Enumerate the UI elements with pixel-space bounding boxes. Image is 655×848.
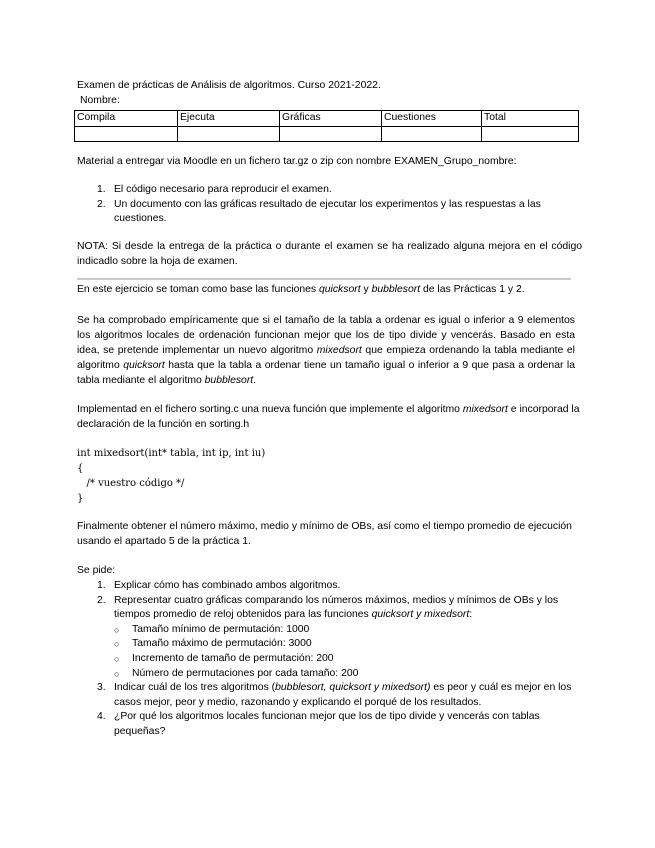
sub-list-item: ○ Tamaño mínimo de permutación: 1000 <box>114 623 310 635</box>
list-item-text: El código necesario para reproducir el examen. <box>114 184 332 195</box>
score-cell <box>280 126 382 141</box>
list-item: 1. El código necesario para reproducir el examen. <box>97 184 332 195</box>
list-item-text: Representar cuatro gráficas comparando los números máximos, medios y mínimos de OBs y los tiempos promedio de reloj obtenidos para las funciones quicksort y mixedsort: <box>114 594 559 621</box>
tasks-list <box>97 579 572 740</box>
material-text: Material a entregar via Moodle en un fichero tar.gz o zip con nombre EXAMEN_Grupo_nombre: <box>77 156 517 167</box>
divider <box>77 278 571 280</box>
code-line: { <box>77 463 84 474</box>
list-item-text: Un documento con las gráficas resultado de ejecutar los experimentos y las respuestas a las cuestiones. <box>114 198 541 225</box>
deliverables-list <box>97 183 557 227</box>
nota-text: NOTA: Si desde la entrega de la práctica o durante el examen se ha realizado alguna mejora en el código indicadlo sobre la hoja de examen. <box>77 241 582 267</box>
list-item: 2. Un documento con las gráficas resultado de ejecutar los experimentos y las respuestas a las cuestiones. <box>97 198 541 225</box>
list-item-text: Indicar cuál de los tres algoritmos (bubblesort, quicksort y mixedsort) es peor y cuál es mejor en los casos mejor, peor y medio, razonando y explicando el porqué de los resultados. <box>114 682 572 708</box>
implement-paragraph: Implementad en el fichero sorting.c una nueva función que implemente el algoritmo mixedsort e incorporad la declaración de la función en sorting.h <box>77 404 580 430</box>
col-graficas: Gráficas <box>280 111 382 127</box>
score-cell <box>75 126 178 141</box>
sub-list-item: ○ Tamaño máximo de permutación: 3000 <box>114 638 312 650</box>
code-line: } <box>77 493 84 504</box>
sub-list-item: ○ Incremento de tamaño de permutación: 200 <box>114 652 334 664</box>
se-pide-heading: Se pide: <box>77 565 116 576</box>
final-paragraph: Finalmente obtener el número máximo, medio y mínimo de OBs, así como el tiempo promedio de ejecución usando el apartado 5 de la práctica 1. <box>77 521 572 547</box>
list-item: 4. ¿Por qué los algoritmos locales funcionan mejor que los de tipo divide y vencerás con tablas pequeñas? <box>97 711 540 737</box>
name-label: Nombre: <box>80 95 120 106</box>
list-item: 3. Indicar cuál de los tres algoritmos (bubblesort, quicksort y mixedsort) es peor y cuál es mejor en los casos mejor, peor y medio, razonando y explicando el porqué de los resultados. <box>97 682 572 708</box>
grades-header-row <box>75 111 579 127</box>
description-paragraph: Se ha comprobado empíricamente que si el tamaño de la tabla a ordenar es igual o inferior a 9 elementos los algoritmos locales de ordenación funcionan mejor que los de tipo divide y vencerás. Basado en esta idea, se pretende implementar un nuevo algoritmo mixedsort que empieza ordenando la tabla mediante el algoritmo quicksort hasta que la tabla a ordenar tiene un tamaño igual o inferior a 9 que pasa a ordenar la tabla mediante el algoritmo bubblesort. <box>77 315 575 386</box>
sub-list <box>114 623 572 681</box>
sub-list-item: ○ Número de permutaciones por cada tamaño: 200 <box>114 667 359 679</box>
list-item: 2. Representar cuatro gráficas comparando los números máximos, medios y mínimos de OBs y los tiempos promedio de reloj obtenidos para las funciones quicksort y mixedsort: ○ Tamaño mínimo de permutación: 1000 ○ Tamaño máximo de permutación: 3000 ○ Incremento de tamaño de permutación: 200 ○ Número de permutaciones por cada tamaño: 200 <box>97 594 572 682</box>
grades-table <box>74 110 579 142</box>
score-cell <box>178 126 280 141</box>
grades-score-row <box>75 126 579 141</box>
list-item-text: ¿Por qué los algoritmos locales funcionan mejor que los de tipo divide y vencerás con tablas pequeñas? <box>114 711 540 737</box>
score-cell <box>382 126 482 141</box>
col-cuestiones: Cuestiones <box>382 111 482 127</box>
col-ejecuta: Ejecuta <box>178 111 280 127</box>
list-item: 1. Explicar cómo has combinado ambos algoritmos. <box>97 580 341 591</box>
code-block <box>77 446 265 506</box>
col-compila: Compila <box>75 111 178 127</box>
col-total: Total <box>482 111 579 127</box>
list-item-text: Explicar cómo has combinado ambos algoritmos. <box>114 580 341 591</box>
code-line: int mixedsort(int* tabla, int ip, int iu) <box>77 448 266 459</box>
exam-title: Examen de prácticas de Análisis de algoritmos. Curso 2021-2022. <box>77 80 381 91</box>
code-line: /* vuestro código */ <box>77 478 185 489</box>
score-cell <box>482 126 579 141</box>
intro-text: En este ejercicio se toman como base las funciones quicksort y bubblesort de las Prácticas 1 y 2. <box>77 284 525 295</box>
